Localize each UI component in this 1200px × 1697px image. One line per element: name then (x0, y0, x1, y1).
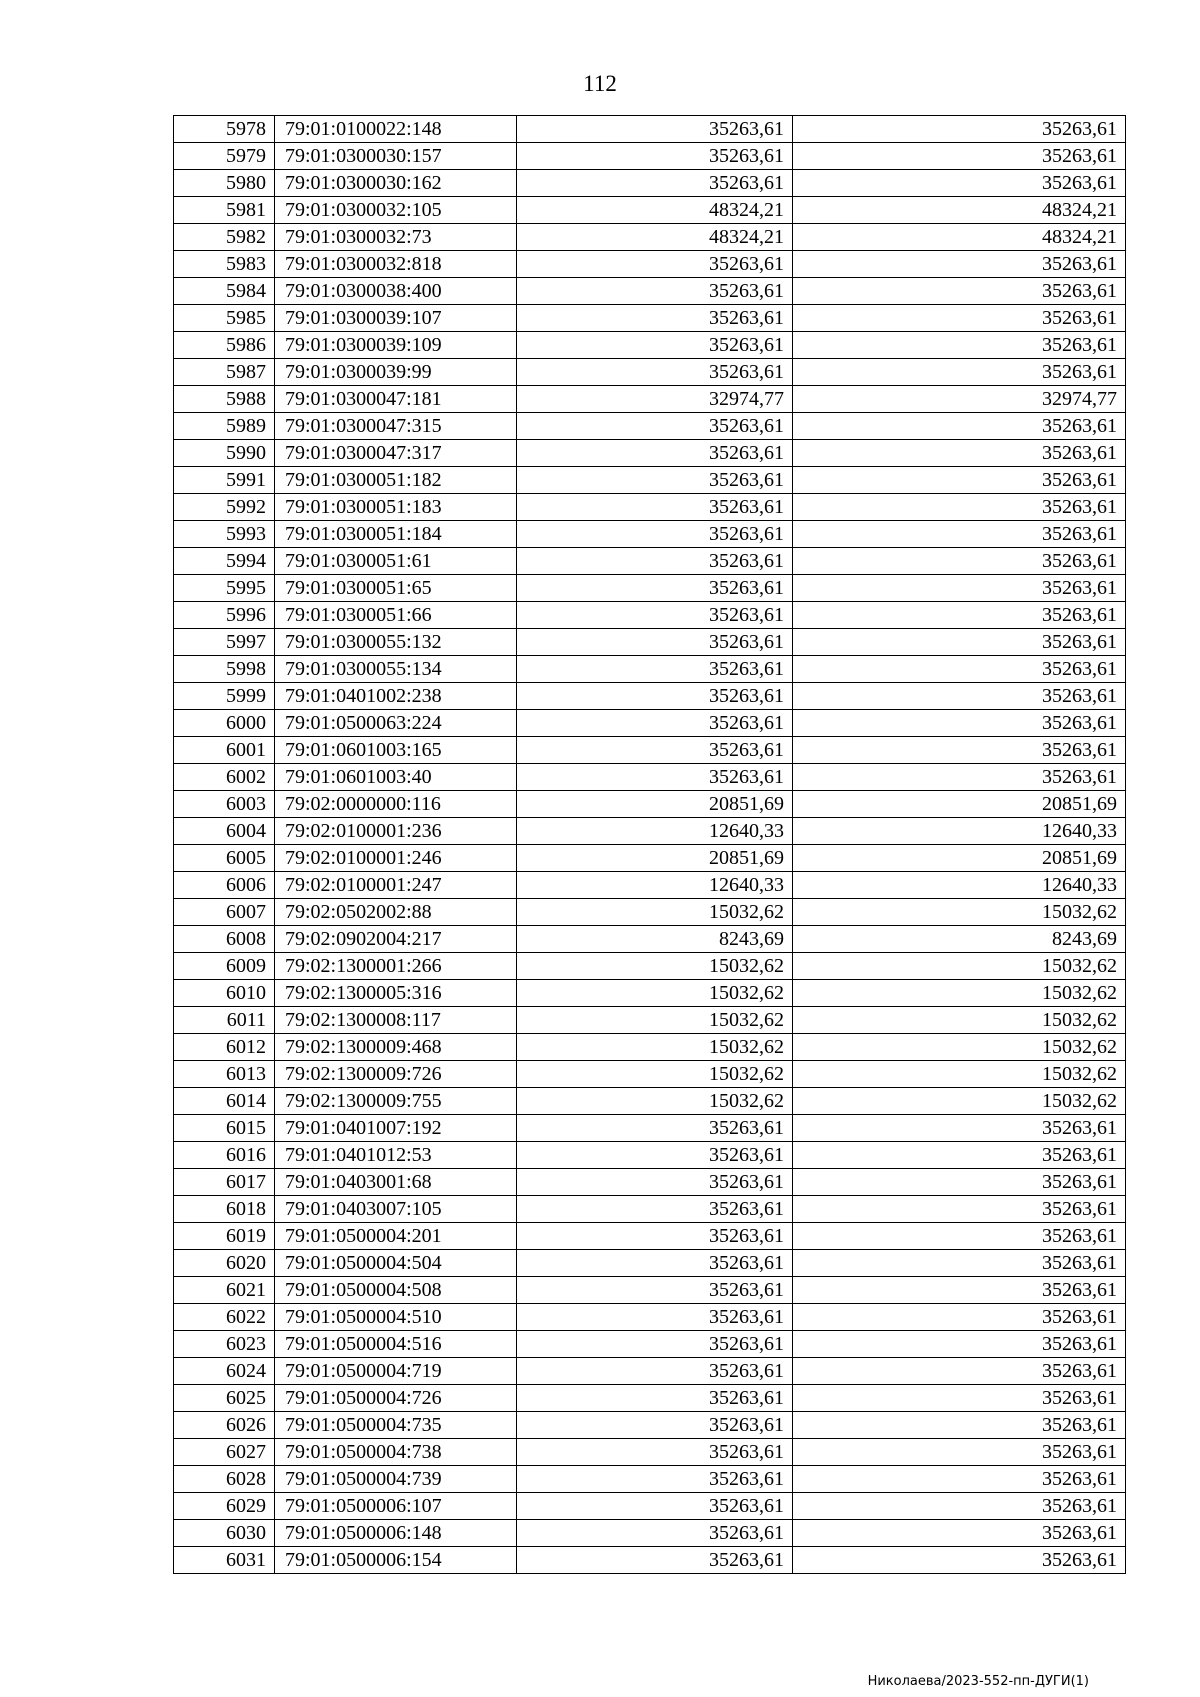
total-value-cell: 20851,69 (793, 791, 1126, 818)
total-value-cell: 48324,21 (793, 197, 1126, 224)
total-value-cell: 15032,62 (793, 980, 1126, 1007)
cadastral-number-cell: 79:01:0300030:157 (275, 143, 517, 170)
cadastral-number-cell: 79:02:0000000:116 (275, 791, 517, 818)
row-number-cell: 6024 (174, 1358, 275, 1385)
total-value-cell: 35263,61 (793, 629, 1126, 656)
table-row (174, 791, 1126, 818)
cadastral-number-cell: 79:02:0502002:88 (275, 899, 517, 926)
cadastral-number-cell: 79:01:0300051:184 (275, 521, 517, 548)
value-cell: 20851,69 (517, 845, 793, 872)
cadastral-number-cell: 79:01:0300055:134 (275, 656, 517, 683)
table-row (174, 116, 1126, 143)
total-value-cell: 15032,62 (793, 1034, 1126, 1061)
value-cell: 35263,61 (517, 1277, 793, 1304)
table-row (174, 1169, 1126, 1196)
row-number-cell: 5979 (174, 143, 275, 170)
value-cell: 35263,61 (517, 1385, 793, 1412)
row-number-cell: 6005 (174, 845, 275, 872)
cadastral-number-cell: 79:01:0401012:53 (275, 1142, 517, 1169)
total-value-cell: 35263,61 (793, 1250, 1126, 1277)
value-cell: 35263,61 (517, 467, 793, 494)
total-value-cell: 35263,61 (793, 332, 1126, 359)
cadastral-number-cell: 79:01:0300047:317 (275, 440, 517, 467)
value-cell: 35263,61 (517, 305, 793, 332)
total-value-cell: 35263,61 (793, 548, 1126, 575)
row-number-cell: 5985 (174, 305, 275, 332)
row-number-cell: 6018 (174, 1196, 275, 1223)
table-row (174, 305, 1126, 332)
value-cell: 15032,62 (517, 1034, 793, 1061)
cadastral-number-cell: 79:01:0300038:400 (275, 278, 517, 305)
table-row (174, 575, 1126, 602)
table-row (174, 1034, 1126, 1061)
value-cell: 35263,61 (517, 143, 793, 170)
total-value-cell: 35263,61 (793, 1142, 1126, 1169)
total-value-cell: 35263,61 (793, 1169, 1126, 1196)
table-row (174, 818, 1126, 845)
total-value-cell: 12640,33 (793, 872, 1126, 899)
total-value-cell: 35263,61 (793, 359, 1126, 386)
table-row (174, 467, 1126, 494)
total-value-cell: 35263,61 (793, 656, 1126, 683)
page-number: 112 (583, 71, 617, 96)
table-row (174, 683, 1126, 710)
value-cell: 35263,61 (517, 1466, 793, 1493)
total-value-cell: 35263,61 (793, 1520, 1126, 1547)
total-value-cell: 35263,61 (793, 575, 1126, 602)
total-value-cell: 15032,62 (793, 899, 1126, 926)
row-number-cell: 6016 (174, 1142, 275, 1169)
row-number-cell: 6009 (174, 953, 275, 980)
table-row (174, 845, 1126, 872)
row-number-cell: 5993 (174, 521, 275, 548)
value-cell: 35263,61 (517, 440, 793, 467)
cadastral-number-cell: 79:01:0300039:99 (275, 359, 517, 386)
table-row (174, 1007, 1126, 1034)
row-number-cell: 6017 (174, 1169, 275, 1196)
cadastral-number-cell: 79:01:0500004:201 (275, 1223, 517, 1250)
table-row (174, 1466, 1126, 1493)
table-row (174, 251, 1126, 278)
row-number-cell: 5988 (174, 386, 275, 413)
row-number-cell: 6000 (174, 710, 275, 737)
cadastral-number-cell: 79:01:0500004:735 (275, 1412, 517, 1439)
table-row (174, 440, 1126, 467)
cadastral-number-cell: 79:01:0500006:154 (275, 1547, 517, 1574)
row-number-cell: 6003 (174, 791, 275, 818)
total-value-cell: 20851,69 (793, 845, 1126, 872)
value-cell: 35263,61 (517, 602, 793, 629)
total-value-cell: 15032,62 (793, 1007, 1126, 1034)
row-number-cell: 6008 (174, 926, 275, 953)
total-value-cell: 35263,61 (793, 602, 1126, 629)
row-number-cell: 5978 (174, 116, 275, 143)
total-value-cell: 35263,61 (793, 521, 1126, 548)
cadastral-number-cell: 79:01:0300039:109 (275, 332, 517, 359)
value-cell: 35263,61 (517, 1196, 793, 1223)
cadastral-number-cell: 79:01:0500006:107 (275, 1493, 517, 1520)
value-cell: 35263,61 (517, 1358, 793, 1385)
row-number-cell: 5991 (174, 467, 275, 494)
value-cell: 12640,33 (517, 818, 793, 845)
table-row (174, 656, 1126, 683)
cadastral-number-cell: 79:01:0300051:66 (275, 602, 517, 629)
row-number-cell: 5981 (174, 197, 275, 224)
cadastral-number-cell: 79:01:0401002:238 (275, 683, 517, 710)
total-value-cell: 35263,61 (793, 1331, 1126, 1358)
total-value-cell: 35263,61 (793, 170, 1126, 197)
table-row (174, 1439, 1126, 1466)
value-cell: 32974,77 (517, 386, 793, 413)
value-cell: 35263,61 (517, 1250, 793, 1277)
cadastral-number-cell: 79:01:0500006:148 (275, 1520, 517, 1547)
row-number-cell: 6006 (174, 872, 275, 899)
value-cell: 35263,61 (517, 548, 793, 575)
table-row (174, 1088, 1126, 1115)
value-cell: 48324,21 (517, 197, 793, 224)
table-row (174, 980, 1126, 1007)
value-cell: 35263,61 (517, 683, 793, 710)
cadastral-number-cell: 79:01:0300032:73 (275, 224, 517, 251)
row-number-cell: 5992 (174, 494, 275, 521)
total-value-cell: 35263,61 (793, 413, 1126, 440)
table-row (174, 629, 1126, 656)
table-row (174, 1061, 1126, 1088)
cadastral-number-cell: 79:01:0500063:224 (275, 710, 517, 737)
row-number-cell: 5987 (174, 359, 275, 386)
table-row (174, 224, 1126, 251)
row-number-cell: 5996 (174, 602, 275, 629)
row-number-cell: 5994 (174, 548, 275, 575)
cadastral-number-cell: 79:01:0300039:107 (275, 305, 517, 332)
table-row (174, 926, 1126, 953)
cadastral-number-cell: 79:02:1300008:117 (275, 1007, 517, 1034)
table-row (174, 1412, 1126, 1439)
cadastral-number-cell: 79:01:0300030:162 (275, 170, 517, 197)
row-number-cell: 6028 (174, 1466, 275, 1493)
table-row (174, 710, 1126, 737)
value-cell: 35263,61 (517, 251, 793, 278)
total-value-cell: 35263,61 (793, 764, 1126, 791)
row-number-cell: 5984 (174, 278, 275, 305)
table-row (174, 143, 1126, 170)
cadastral-number-cell: 79:01:0300047:181 (275, 386, 517, 413)
value-cell: 35263,61 (517, 1493, 793, 1520)
row-number-cell: 6004 (174, 818, 275, 845)
table-row (174, 872, 1126, 899)
cadastral-number-cell: 79:01:0300032:105 (275, 197, 517, 224)
cadastral-number-cell: 79:01:0500004:726 (275, 1385, 517, 1412)
value-cell: 15032,62 (517, 980, 793, 1007)
cadastral-number-cell: 79:02:0902004:217 (275, 926, 517, 953)
total-value-cell: 35263,61 (793, 710, 1126, 737)
table-row (174, 521, 1126, 548)
row-number-cell: 6030 (174, 1520, 275, 1547)
cadastral-number-cell: 79:01:0500004:516 (275, 1331, 517, 1358)
row-number-cell: 5982 (174, 224, 275, 251)
value-cell: 15032,62 (517, 899, 793, 926)
total-value-cell: 15032,62 (793, 1061, 1126, 1088)
row-number-cell: 6026 (174, 1412, 275, 1439)
value-cell: 35263,61 (517, 332, 793, 359)
total-value-cell: 35263,61 (793, 251, 1126, 278)
total-value-cell: 35263,61 (793, 1277, 1126, 1304)
value-cell: 35263,61 (517, 764, 793, 791)
value-cell: 8243,69 (517, 926, 793, 953)
cadastral-number-cell: 79:01:0100022:148 (275, 116, 517, 143)
table-row (174, 359, 1126, 386)
table-row (174, 197, 1126, 224)
row-number-cell: 5986 (174, 332, 275, 359)
table-row (174, 1196, 1126, 1223)
row-number-cell: 6027 (174, 1439, 275, 1466)
cadastral-number-cell: 79:01:0500004:738 (275, 1439, 517, 1466)
row-number-cell: 6010 (174, 980, 275, 1007)
table-row (174, 737, 1126, 764)
value-cell: 15032,62 (517, 1088, 793, 1115)
row-number-cell: 6019 (174, 1223, 275, 1250)
cadastral-number-cell: 79:01:0500004:739 (275, 1466, 517, 1493)
total-value-cell: 35263,61 (793, 1439, 1126, 1466)
table-row (174, 1358, 1126, 1385)
cadastral-number-cell: 79:01:0500004:508 (275, 1277, 517, 1304)
cadastral-number-cell: 79:01:0500004:719 (275, 1358, 517, 1385)
cadastral-number-cell: 79:01:0300051:183 (275, 494, 517, 521)
value-cell: 35263,61 (517, 494, 793, 521)
total-value-cell: 35263,61 (793, 737, 1126, 764)
total-value-cell: 35263,61 (793, 1358, 1126, 1385)
total-value-cell: 35263,61 (793, 1223, 1126, 1250)
cadastral-number-cell: 79:02:1300005:316 (275, 980, 517, 1007)
cadastral-number-cell: 79:02:1300001:266 (275, 953, 517, 980)
value-cell: 35263,61 (517, 737, 793, 764)
table-row (174, 1520, 1126, 1547)
table-row (174, 1277, 1126, 1304)
value-cell: 15032,62 (517, 1007, 793, 1034)
total-value-cell: 35263,61 (793, 143, 1126, 170)
table-row (174, 1250, 1126, 1277)
cadastral-number-cell: 79:02:1300009:468 (275, 1034, 517, 1061)
table-row (174, 494, 1126, 521)
value-cell: 48324,21 (517, 224, 793, 251)
total-value-cell: 15032,62 (793, 953, 1126, 980)
table-row (174, 1547, 1126, 1574)
cadastral-number-cell: 79:02:0100001:236 (275, 818, 517, 845)
cadastral-number-cell: 79:01:0601003:40 (275, 764, 517, 791)
row-number-cell: 5990 (174, 440, 275, 467)
data-table (173, 115, 1126, 1574)
value-cell: 35263,61 (517, 521, 793, 548)
total-value-cell: 35263,61 (793, 683, 1126, 710)
total-value-cell: 35263,61 (793, 278, 1126, 305)
cadastral-number-cell: 79:01:0403001:68 (275, 1169, 517, 1196)
table-row (174, 332, 1126, 359)
table-row (174, 1223, 1126, 1250)
total-value-cell: 35263,61 (793, 467, 1126, 494)
table-row (174, 278, 1126, 305)
row-number-cell: 6029 (174, 1493, 275, 1520)
cadastral-number-cell: 79:01:0300047:315 (275, 413, 517, 440)
cadastral-number-cell: 79:02:1300009:726 (275, 1061, 517, 1088)
value-cell: 35263,61 (517, 1547, 793, 1574)
value-cell: 35263,61 (517, 1412, 793, 1439)
table-row (174, 602, 1126, 629)
table-row (174, 1331, 1126, 1358)
row-number-cell: 5980 (174, 170, 275, 197)
cadastral-number-cell: 79:01:0300055:132 (275, 629, 517, 656)
total-value-cell: 35263,61 (793, 305, 1126, 332)
total-value-cell: 35263,61 (793, 1304, 1126, 1331)
table-row (174, 386, 1126, 413)
value-cell: 35263,61 (517, 1115, 793, 1142)
value-cell: 35263,61 (517, 116, 793, 143)
row-number-cell: 5989 (174, 413, 275, 440)
total-value-cell: 32974,77 (793, 386, 1126, 413)
total-value-cell: 35263,61 (793, 1196, 1126, 1223)
total-value-cell: 15032,62 (793, 1088, 1126, 1115)
cadastral-number-cell: 79:01:0403007:105 (275, 1196, 517, 1223)
value-cell: 15032,62 (517, 953, 793, 980)
value-cell: 35263,61 (517, 359, 793, 386)
table-row (174, 1493, 1126, 1520)
cadastral-number-cell: 79:01:0300051:65 (275, 575, 517, 602)
table-body (174, 116, 1126, 1574)
value-cell: 15032,62 (517, 1061, 793, 1088)
table-row (174, 953, 1126, 980)
value-cell: 35263,61 (517, 413, 793, 440)
total-value-cell: 8243,69 (793, 926, 1126, 953)
table-row (174, 548, 1126, 575)
cadastral-number-cell: 79:01:0401007:192 (275, 1115, 517, 1142)
table-row (174, 899, 1126, 926)
row-number-cell: 6002 (174, 764, 275, 791)
cadastral-number-cell: 79:02:1300009:755 (275, 1088, 517, 1115)
row-number-cell: 6020 (174, 1250, 275, 1277)
row-number-cell: 5997 (174, 629, 275, 656)
total-value-cell: 35263,61 (793, 1412, 1126, 1439)
table-row (174, 170, 1126, 197)
row-number-cell: 6023 (174, 1331, 275, 1358)
cadastral-number-cell: 79:01:0500004:504 (275, 1250, 517, 1277)
value-cell: 35263,61 (517, 170, 793, 197)
value-cell: 35263,61 (517, 1223, 793, 1250)
cadastral-number-cell: 79:02:0100001:246 (275, 845, 517, 872)
cadastral-number-cell: 79:01:0500004:510 (275, 1304, 517, 1331)
row-number-cell: 6014 (174, 1088, 275, 1115)
cadastral-number-cell: 79:02:0100001:247 (275, 872, 517, 899)
table-row (174, 413, 1126, 440)
cadastral-number-cell: 79:01:0300051:61 (275, 548, 517, 575)
value-cell: 35263,61 (517, 1331, 793, 1358)
value-cell: 35263,61 (517, 656, 793, 683)
footer-reference: Николаева/2023-552-пп-ДУГИ(1) (867, 1674, 1089, 1689)
value-cell: 35263,61 (517, 278, 793, 305)
cadastral-number-cell: 79:01:0300032:818 (275, 251, 517, 278)
table-row (174, 1385, 1126, 1412)
total-value-cell: 35263,61 (793, 1115, 1126, 1142)
value-cell: 20851,69 (517, 791, 793, 818)
row-number-cell: 6012 (174, 1034, 275, 1061)
row-number-cell: 6031 (174, 1547, 275, 1574)
total-value-cell: 35263,61 (793, 1493, 1126, 1520)
total-value-cell: 35263,61 (793, 116, 1126, 143)
value-cell: 35263,61 (517, 1439, 793, 1466)
row-number-cell: 6022 (174, 1304, 275, 1331)
value-cell: 35263,61 (517, 575, 793, 602)
table-row (174, 1304, 1126, 1331)
row-number-cell: 6007 (174, 899, 275, 926)
row-number-cell: 6011 (174, 1007, 275, 1034)
row-number-cell: 6021 (174, 1277, 275, 1304)
value-cell: 12640,33 (517, 872, 793, 899)
value-cell: 35263,61 (517, 1142, 793, 1169)
row-number-cell: 5998 (174, 656, 275, 683)
value-cell: 35263,61 (517, 1304, 793, 1331)
row-number-cell: 6015 (174, 1115, 275, 1142)
row-number-cell: 6001 (174, 737, 275, 764)
total-value-cell: 35263,61 (793, 1547, 1126, 1574)
table-row (174, 1142, 1126, 1169)
total-value-cell: 35263,61 (793, 1385, 1126, 1412)
row-number-cell: 5995 (174, 575, 275, 602)
cadastral-number-cell: 79:01:0601003:165 (275, 737, 517, 764)
table-row (174, 1115, 1126, 1142)
value-cell: 35263,61 (517, 1169, 793, 1196)
row-number-cell: 6025 (174, 1385, 275, 1412)
total-value-cell: 35263,61 (793, 494, 1126, 521)
value-cell: 35263,61 (517, 710, 793, 737)
total-value-cell: 35263,61 (793, 440, 1126, 467)
cadastral-number-cell: 79:01:0300051:182 (275, 467, 517, 494)
row-number-cell: 5999 (174, 683, 275, 710)
total-value-cell: 12640,33 (793, 818, 1126, 845)
total-value-cell: 48324,21 (793, 224, 1126, 251)
value-cell: 35263,61 (517, 1520, 793, 1547)
value-cell: 35263,61 (517, 629, 793, 656)
table-row (174, 764, 1126, 791)
row-number-cell: 5983 (174, 251, 275, 278)
total-value-cell: 35263,61 (793, 1466, 1126, 1493)
row-number-cell: 6013 (174, 1061, 275, 1088)
